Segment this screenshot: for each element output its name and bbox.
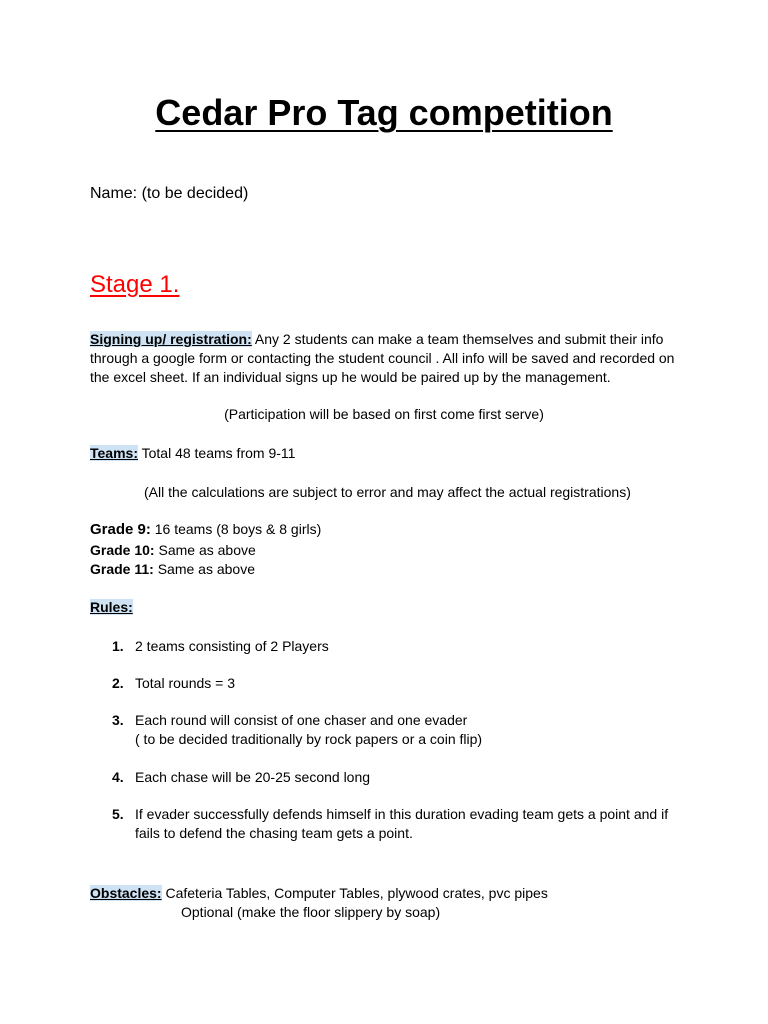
- obstacles-optional: Optional (make the floor slippery by soap): [181, 904, 441, 920]
- calculation-note: (All the calculations are subject to error and may affect the actual registrations): [144, 484, 631, 500]
- teams-line: [90, 444, 295, 463]
- stage-heading: Stage 1.: [90, 271, 180, 298]
- grade-9-line: [90, 520, 321, 539]
- obstacles-label: Obstacles:: [90, 885, 162, 901]
- rule-number: 5.: [112, 806, 124, 822]
- rule-text: 2 teams consisting of 2 Players: [135, 638, 329, 654]
- grade-10-line: [90, 541, 256, 560]
- grade-10-text: Same as above: [154, 542, 256, 558]
- grade-10-label: Grade 10:: [90, 542, 155, 558]
- grade-11-label: Grade 11:: [90, 561, 154, 577]
- rule-text: Each round will consist of one chaser and one evader: [135, 712, 468, 728]
- registration-paragraph: [90, 330, 680, 387]
- rule-number: 4.: [112, 769, 124, 785]
- rule-text: If evader successfully defends himself in this duration evading team gets a point and if: [135, 806, 669, 822]
- grade-9-text: 16 teams (8 boys & 8 girls): [150, 521, 322, 537]
- rules-heading: [90, 598, 133, 617]
- rule-text-continued: fails to defend the chasing team gets a point.: [135, 825, 413, 841]
- rules-label: Rules:: [90, 599, 133, 615]
- rule-text-continued: ( to be decided traditionally by rock papers or a coin flip): [135, 731, 483, 747]
- rule-text: Total rounds = 3: [135, 675, 236, 691]
- teams-text: Total 48 teams from 9-11: [137, 445, 296, 461]
- registration-label: Signing up/ registration:: [90, 331, 252, 347]
- teams-label: Teams:: [90, 445, 138, 461]
- grade-11-line: [90, 560, 255, 579]
- registration-text: Any 2 students can make a team themselves and submit their info through a google form or contacting the student council . All info will be saved and recorded on the excel sheet. If an individual signs up he would be paired up by the management.: [90, 331, 675, 385]
- participation-note: (Participation will be based on first come first serve): [224, 406, 544, 422]
- grade-11-text: Same as above: [153, 561, 255, 577]
- grade-9-label: Grade 9:: [90, 521, 151, 538]
- rule-number: 1.: [112, 638, 124, 654]
- rule-number: 2.: [112, 675, 124, 691]
- rule-text: Each chase will be 20-25 second long: [135, 769, 371, 785]
- document-title: Cedar Pro Tag competition: [155, 92, 613, 133]
- rule-number: 3.: [112, 712, 124, 728]
- name-line: Name: (to be decided): [90, 185, 249, 202]
- obstacles-text: Cafeteria Tables, Computer Tables, plywood crates, pvc pipes: [161, 885, 548, 901]
- obstacles-line: [90, 884, 548, 903]
